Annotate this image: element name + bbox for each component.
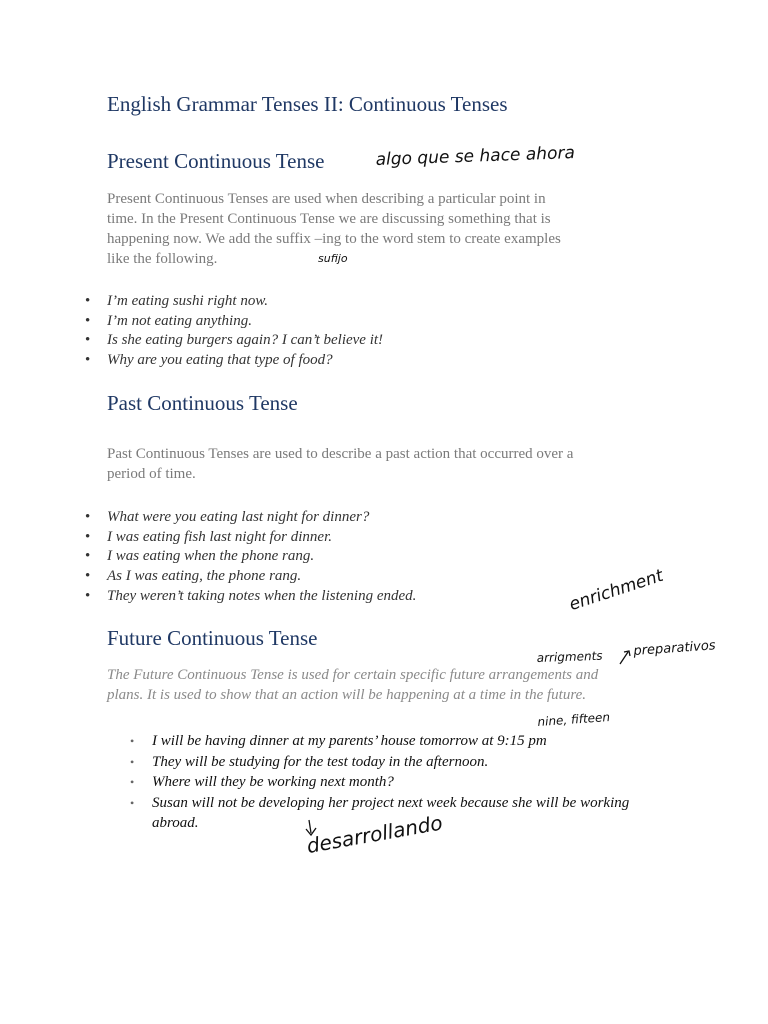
paragraph-line: Present Continuous Tenses are used when describing a particular point in — [107, 191, 546, 207]
list-item: • Susan will not be developing her project next week because she will be working abroad. — [130, 794, 630, 831]
bullet-icon: • — [130, 795, 135, 810]
bullet-icon: • — [85, 509, 91, 525]
handwritten-note-developing: desarrollando — [304, 810, 445, 858]
handwritten-note-suffix: sufijo — [318, 252, 348, 265]
bullet-icon: • — [130, 775, 135, 789]
list-item: • I’m not eating anything. — [107, 312, 383, 332]
handwritten-note-arrangements: arrigments — [536, 648, 603, 665]
paragraph-line: The Future Continuous Tense is used for certain specific future arrangements and — [107, 667, 599, 683]
bullet-icon: • — [85, 528, 91, 545]
bullet-icon: • — [130, 754, 135, 769]
bullet-icon: • — [85, 548, 91, 565]
arrow-icon — [620, 651, 630, 664]
down-arrow-icon — [306, 820, 316, 835]
paragraph-line: plans. It is used to show that an action will be happening at a time in the future. — [107, 687, 587, 703]
bullet-icon: • — [85, 293, 91, 309]
list-item: • Is she eating burgers again? I can’t believe it! — [107, 331, 383, 351]
page-title: English Grammar Tenses II: Continuous Tenses — [107, 92, 508, 116]
paragraph-line: period of time. — [107, 466, 196, 482]
paragraph-line: Past Continuous Tenses are used to describe a past action that occurred over a — [107, 446, 574, 462]
list-item: • They will be studying for the test today in the afternoon. — [152, 752, 652, 773]
section-heading-future: Future Continuous Tense — [107, 626, 318, 650]
handwritten-note-enrichment: enrichment — [566, 565, 666, 615]
list-item: • Why are you eating that type of food? — [107, 351, 383, 371]
list-item: • Where will they be working next month? — [152, 772, 652, 793]
paragraph-line: time. In the Present Continuous Tense we are discussing something that is — [107, 211, 551, 227]
list-item: • What were you eating last night for dinner? — [107, 508, 416, 528]
section-heading-past: Past Continuous Tense — [107, 391, 298, 415]
handwritten-note-preparativos: preparativos — [632, 638, 717, 659]
handwritten-note-time: nine, fifteen — [537, 709, 611, 729]
list-item: • I was eating fish last night for dinner. — [107, 528, 416, 548]
bullet-icon: • — [130, 734, 135, 748]
list-item: • I’m eating sushi right now. — [107, 292, 383, 312]
bullet-icon: • — [85, 352, 91, 369]
section-heading-present: Present Continuous Tense — [107, 149, 325, 173]
list-item: • They weren’t taking notes when the listening ended. — [107, 587, 416, 607]
bullet-icon: • — [85, 312, 91, 329]
list-item: • As I was eating, the phone rang. — [107, 567, 416, 587]
handwritten-note-present: algo que se hace ahora — [375, 143, 576, 170]
paragraph-line: like the following. — [107, 251, 218, 267]
bullet-icon: • — [85, 587, 91, 604]
list-item: • I was eating when the phone rang. — [107, 547, 416, 567]
bullet-icon: • — [85, 332, 91, 349]
list-item: • I will be having dinner at my parents’ house tomorrow at 9:15 pm — [152, 731, 652, 752]
paragraph-line: happening now. We add the suffix –ing to the word stem to create examples — [107, 231, 561, 247]
bullet-icon: • — [85, 568, 91, 585]
